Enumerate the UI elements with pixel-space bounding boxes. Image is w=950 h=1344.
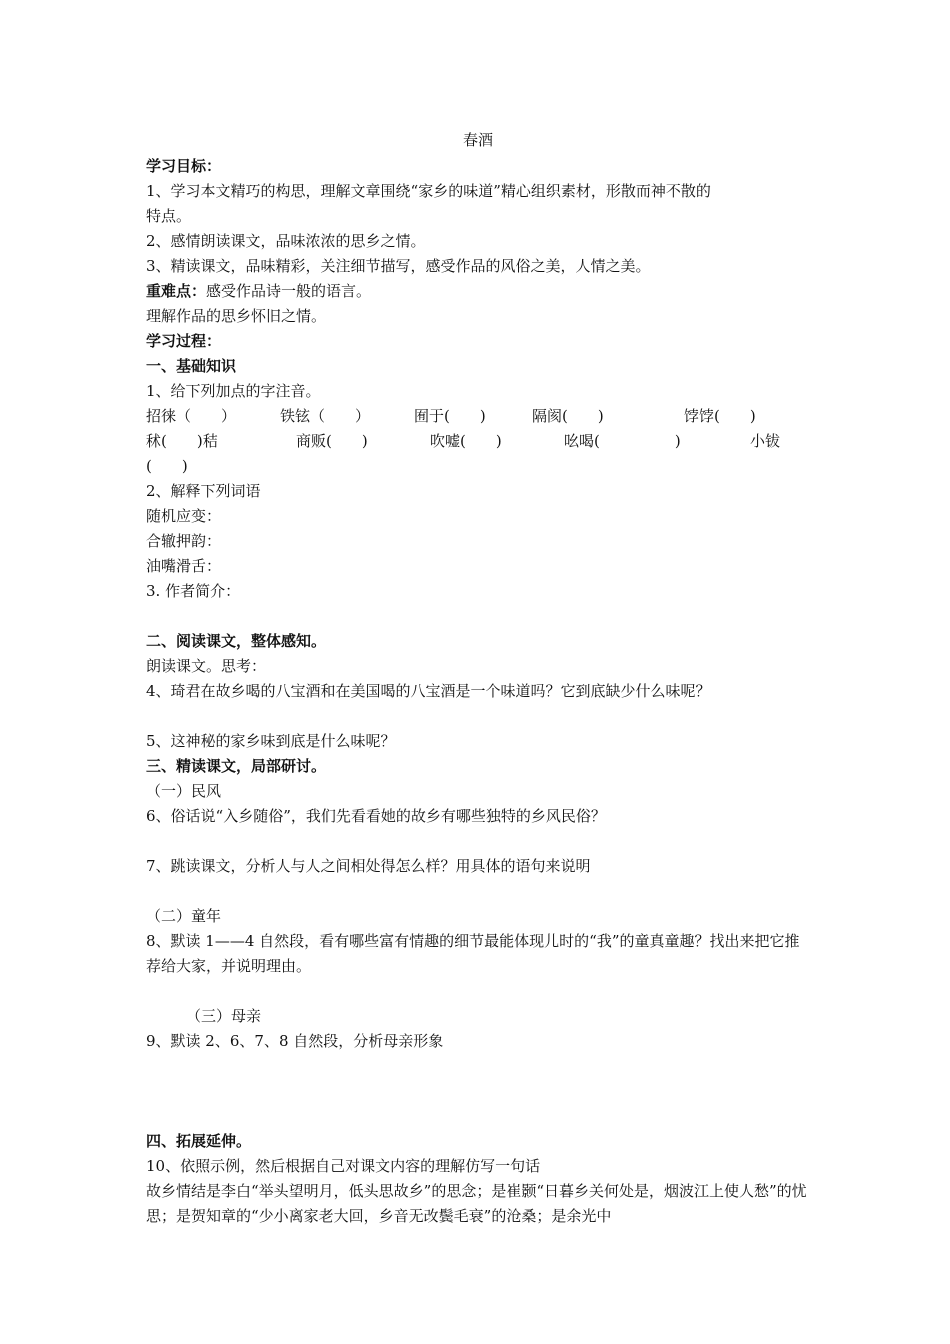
pinyin-item: 商贩( ) <box>296 432 368 450</box>
section2-heading: 二、阅读课文，整体感知。 <box>146 632 327 650</box>
question-3: 3. 作者简介： <box>146 582 241 600</box>
question-4: 4、琦君在故乡喝的八宝酒和在美国喝的八宝酒是一个味道吗？它到底缺少什么味呢？ <box>146 682 711 700</box>
section1-heading: 一、基础知识 <box>146 357 237 375</box>
term-line: 油嘴滑舌： <box>146 557 222 575</box>
pinyin-item: 囿于( ) <box>414 407 486 425</box>
objective-line: 1、学习本文精巧的构思，理解文章围绕“家乡的味道”精心组织素材，形散而神不散的 <box>146 182 711 200</box>
pinyin-item: 铁铉（ ） <box>280 407 371 425</box>
document-content <box>146 128 810 1229</box>
question-5: 5、这神秘的家乡味到底是什么味呢？ <box>146 732 396 750</box>
objective-line: 2、感情朗读课文，品味浓浓的思乡之情。 <box>146 232 426 250</box>
section3-heading: 三、精读课文，局部研讨。 <box>146 757 327 775</box>
pinyin-item: 饽饽( ) <box>684 407 756 425</box>
process-heading: 学习过程： <box>146 332 222 350</box>
difficulty-label: 重难点： <box>146 282 207 300</box>
question-2: 2、解释下列词语 <box>146 482 261 500</box>
pinyin-item: 招徕（ ） <box>146 407 237 425</box>
difficulty-line <box>146 279 810 304</box>
pinyin-item: 吹嘘( ) <box>430 432 502 450</box>
pinyin-row-2 <box>146 429 810 454</box>
term-line: 合辙押韵： <box>146 532 222 550</box>
question-8: 8、默读 1——4 自然段，看有哪些富有情趣的细节最能体现儿时的“我”的童真童趣？找出来把它推荐给大家，并说明理由。 <box>146 932 800 975</box>
section4-heading: 四、拓展延伸。 <box>146 1132 252 1150</box>
section2-intro: 朗读课文。思考： <box>146 657 267 675</box>
pinyin-item: 吆喝( ) <box>564 432 681 450</box>
document-title: 春酒 <box>462 131 493 149</box>
term-line: 随机应变： <box>146 507 222 525</box>
subsection-mother: （三）母亲 <box>186 1007 262 1025</box>
subsection-folk: （一）民风 <box>146 782 222 800</box>
objective-line: 3、精读课文，品味精彩，关注细节描写，感受作品的风俗之美，人情之美。 <box>146 257 651 275</box>
pinyin-row-3: ( ) <box>146 457 188 475</box>
difficulty-text: 感受作品诗一般的语言。 <box>206 282 372 300</box>
question-10: 10、依照示例，然后根据自己对课文内容的理解仿写一句话 <box>146 1157 541 1175</box>
objectives-heading: 学习目标： <box>146 157 222 175</box>
question-9: 9、默读 2、6、7、8 自然段，分析母亲形象 <box>146 1032 444 1050</box>
subsection-childhood: （二）童年 <box>146 907 222 925</box>
question-6: 6、俗话说“入乡随俗”，我们先看看她的故乡有哪些独特的乡风民俗？ <box>146 807 606 825</box>
pinyin-item: 秫( )秸 <box>146 432 218 450</box>
objective-line: 特点。 <box>146 207 192 225</box>
example-paragraph: 故乡情结是李白“举头望明月，低头思故乡”的思念；是崔颢“日暮乡关何处是，烟波江上使人愁”的忧思；是贺知章的“少小离家老大回，乡音无改鬓毛衰”的沧桑；是余光中 <box>146 1182 807 1225</box>
difficulty-line-2: 理解作品的思乡怀旧之情。 <box>146 307 327 325</box>
question-7: 7、跳读课文，分析人与人之间相处得怎么样？用具体的语句来说明 <box>146 857 591 875</box>
pinyin-item: 小钹 <box>750 432 781 450</box>
pinyin-row-1 <box>146 404 810 429</box>
question-1: 1、给下列加点的字注音。 <box>146 382 321 400</box>
pinyin-item: 隔阂( ) <box>532 407 604 425</box>
